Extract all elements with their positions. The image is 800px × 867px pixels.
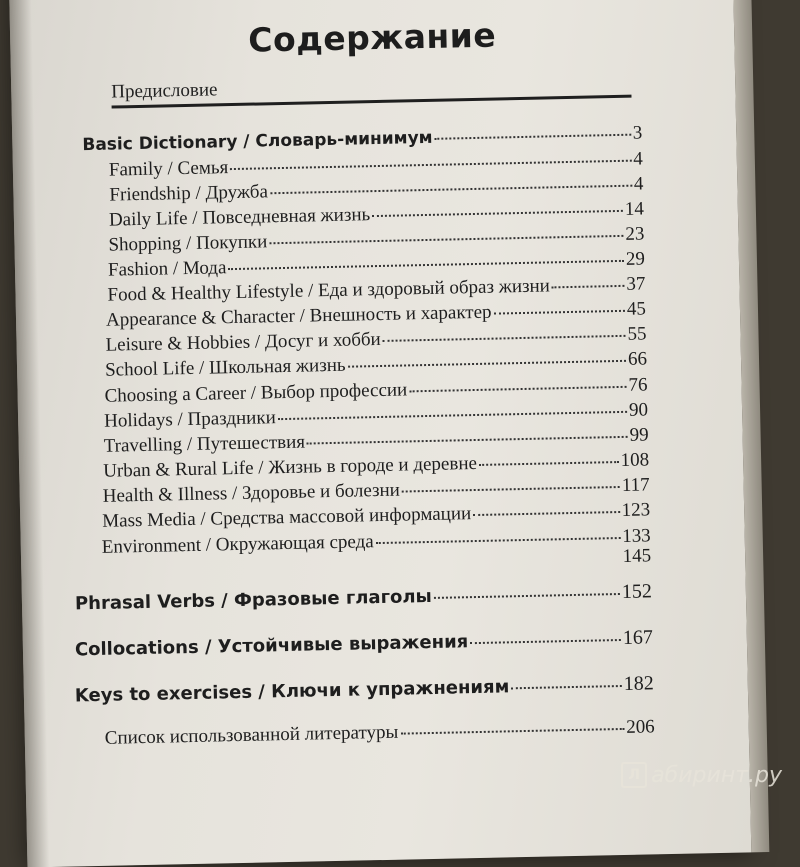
toc-row-label: Urban & Rural Life / Жизнь в городе и деревне (103, 452, 478, 482)
toc-row-label: Health & Illness / Здоровье и болезни (102, 479, 401, 507)
toc-row-page: 167 (622, 626, 654, 649)
leader-dots (494, 310, 625, 315)
toc-row-label: Appearance & Character / Внешность и характер (105, 301, 492, 331)
toc-row-bibliography (105, 716, 655, 750)
leader-dots (269, 235, 623, 244)
toc-row-label: Collocations / Устойчивые выражения (74, 631, 469, 661)
leader-dots (402, 486, 620, 493)
toc-row-label: Environment / Окружающая среда (101, 531, 374, 558)
leader-dots (278, 411, 627, 420)
leader-dots (270, 185, 632, 195)
watermark-logo-icon: Л (621, 762, 647, 788)
leader-dots (470, 639, 621, 644)
toc-row-label: Travelling / Путешествия (103, 431, 306, 457)
leader-dots (409, 386, 626, 393)
leader-dots (307, 436, 628, 445)
leader-dots (376, 537, 621, 544)
leader-dots (348, 360, 626, 368)
toc-row-page: 14 (624, 198, 645, 220)
toc-row-page: 145 (622, 545, 652, 567)
toc-row-label: Список использованной литературы (104, 721, 399, 749)
toc-row-phrasal-verbs (75, 580, 652, 615)
leader-dots (383, 335, 626, 342)
toc-row-label: Leisure & Hobbies / Досуг и хобби (105, 328, 381, 356)
toc-row-page: 45 (626, 298, 647, 320)
toc-row-label: Mass Media / Средства массовой информации (102, 503, 472, 532)
leader-dots (230, 160, 631, 170)
leader-dots (434, 593, 620, 599)
toc-row-page: 182 (623, 672, 655, 695)
toc-row-label: Shopping / Покупки (108, 231, 268, 256)
toc-row-collocations (75, 626, 653, 661)
toc-row-label: Keys to exercises / Ключи к упражнениям (74, 676, 510, 707)
toc-row-page: 117 (621, 474, 650, 496)
toc-row-page: 108 (620, 449, 650, 471)
toc-row-page: 23 (625, 223, 645, 245)
leader-dots (479, 461, 619, 466)
toc-row-page: 3 (632, 122, 643, 144)
watermark-text: абиринт.ру (651, 762, 782, 788)
toc-row-label: Basic Dictionary / Словарь-минимум (82, 127, 433, 156)
toc-row-page: 4 (633, 148, 644, 170)
toc-row-label: Friendship / Дружба (109, 181, 269, 206)
leader-dots (511, 685, 622, 689)
toc-row-page: 29 (625, 248, 646, 270)
toc-row-page: 99 (629, 424, 649, 446)
toc-row-label: Daily Life / Повседневная жизнь (108, 204, 371, 231)
leader-dots (228, 260, 624, 270)
toc-row-page: 55 (627, 323, 647, 345)
leader-dots (372, 210, 623, 217)
toc-row-label: School Life / Школьная жизнь (104, 354, 346, 381)
book-page (9, 0, 752, 867)
toc-row-page: 76 (628, 374, 648, 396)
page-title: Содержание (247, 15, 497, 60)
toc-row-label: Phrasal Verbs / Фразовые глаголы (74, 585, 433, 615)
toc-row-page: 206 (625, 716, 655, 738)
toc-row-page: 66 (627, 348, 648, 370)
preface-label: Предисловие (111, 79, 218, 103)
toc-row-page: 152 (621, 580, 653, 603)
toc-preface (111, 71, 631, 109)
toc-row-label: Food & Healthy Lifestyle / Еда и здоровый образ жизни (107, 275, 551, 306)
toc-row-page: 4 (633, 173, 644, 195)
toc-row-page: 133 (621, 525, 651, 547)
toc-row-label: Fashion / Мода (107, 257, 227, 281)
toc-row-label: Family / Семья (108, 157, 229, 181)
leader-dots (400, 728, 624, 735)
toc-row-page: 90 (628, 399, 649, 421)
leader-dots (552, 285, 625, 289)
page-edge (732, 0, 769, 852)
toc-row-keys (75, 672, 654, 707)
toc-row-page: 37 (626, 273, 646, 295)
watermark (621, 762, 782, 788)
toc-row-label: Choosing a Career / Выбор профессии (104, 379, 408, 407)
toc-row-page: 123 (621, 499, 651, 521)
leader-dots (435, 134, 631, 140)
toc-row-label: Holidays / Праздники (103, 407, 276, 432)
spine-shadow (9, 0, 50, 867)
leader-dots (473, 511, 620, 516)
